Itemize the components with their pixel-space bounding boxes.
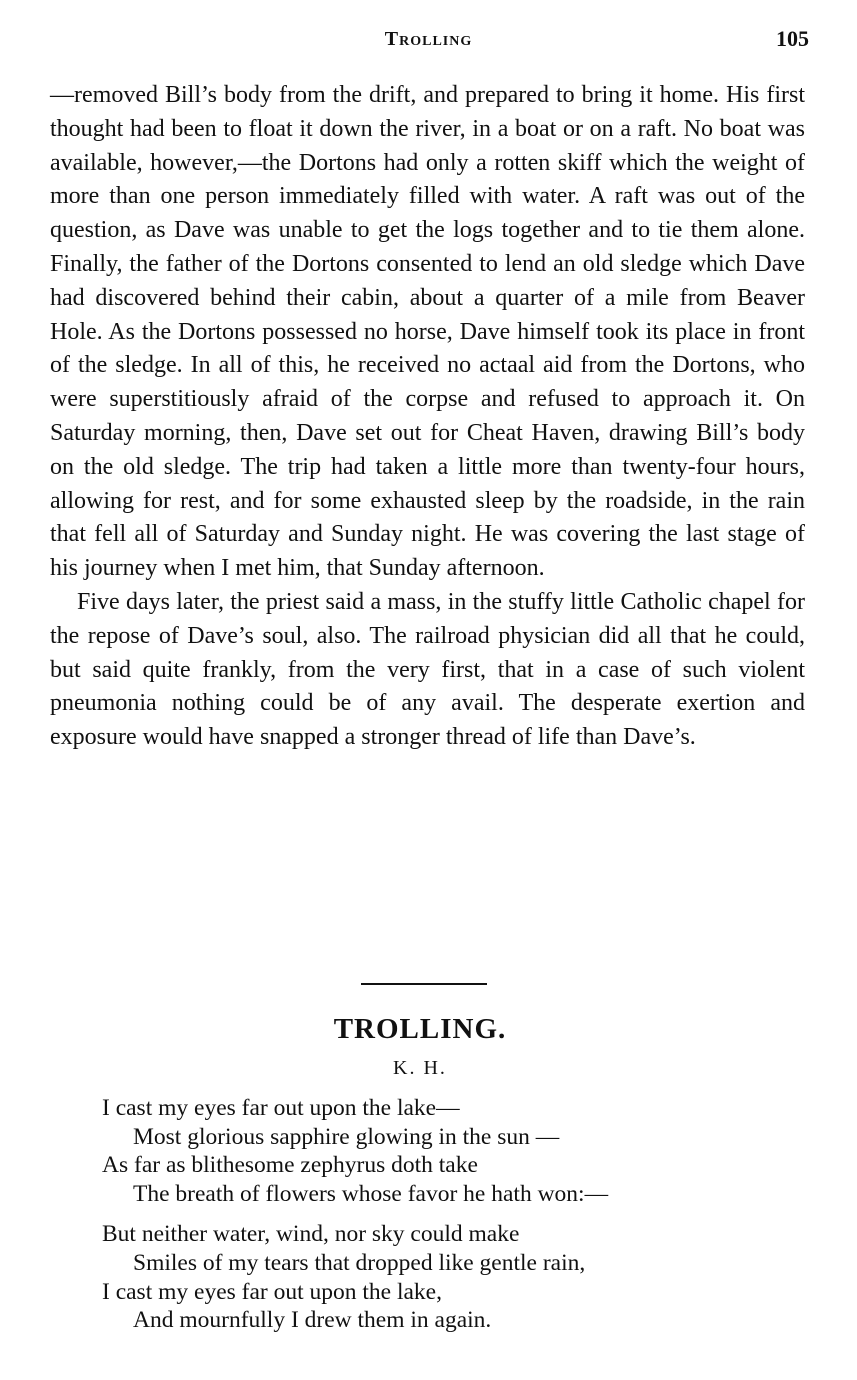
poem-title: TROLLING. [333,1013,507,1045]
stanza [102,1220,802,1334]
running-head [0,26,857,56]
poem-line: As far as blithesome zephyrus doth take [102,1152,478,1179]
prose-body [50,79,805,755]
poem-line: The breath of flowers whose favor he hath won:— [133,1180,609,1207]
poem-author: K. H. [393,1057,447,1079]
poem-line: I cast my eyes far out upon the lake— [102,1095,460,1121]
poem-line: Smiles of my tears that dropped like gentle rain, [133,1249,586,1276]
stanza [102,1094,802,1208]
paragraph: Five days later, the priest said a mass, in the stuffy little Catholic chapel for the repose of Dave’s soul, also. The railroad physician did all that he could, but said quite frankly, from the very first, that in a case of such violent pneumonia nothing could be of any avail. The desperate exertion and exposure would have snapped a stronger thread of life than Dave’s. [50,588,805,751]
poem-line: I cast my eyes far out upon the lake, [102,1278,442,1305]
running-title: Trolling [384,28,473,50]
poem-line: And mournfully I drew them in again. [133,1307,492,1334]
paragraph: —removed Bill’s body from the drift, and prepared to bring it home. His first thought had been to float it down the river, in a boat or on a raft. No boat was available, however,—the Dortons had only a rotten skiff which the weight of more than one person immediately filled with water. A raft was out of the question, as Dave was unable to get the logs together and to tie them alone. Finally, the father of the Dortons consented to lend an old sledge which Dave had discovered behind their cabin, about a quarter of a mile from Beaver Hole. As the Dortons possessed no horse, Dave himself took its place in front of the sledge. In all of this, he received no actaal aid from the Dortons, who were superstitiously afraid of the corpse and refused to approach it. On Saturday morning, then, Dave set out for Cheat Haven, drawing Bill’s body on the old sledge. The trip had taken a little more than twenty-four hours, allowing for rest, and for some exhausted sleep by the roadside, in the rain that fell all of Saturday and Sunday night. He was covering the last stage of his journey when I met him, that Sunday afternoon. [50,82,805,582]
section-divider [361,983,487,985]
poem-line: Most glorious sapphire glowing in the sun — [133,1123,560,1150]
poem-line: But neither water, wind, nor sky could make [102,1221,520,1248]
poem [102,1094,802,1347]
page-number: 105 [776,26,809,51]
